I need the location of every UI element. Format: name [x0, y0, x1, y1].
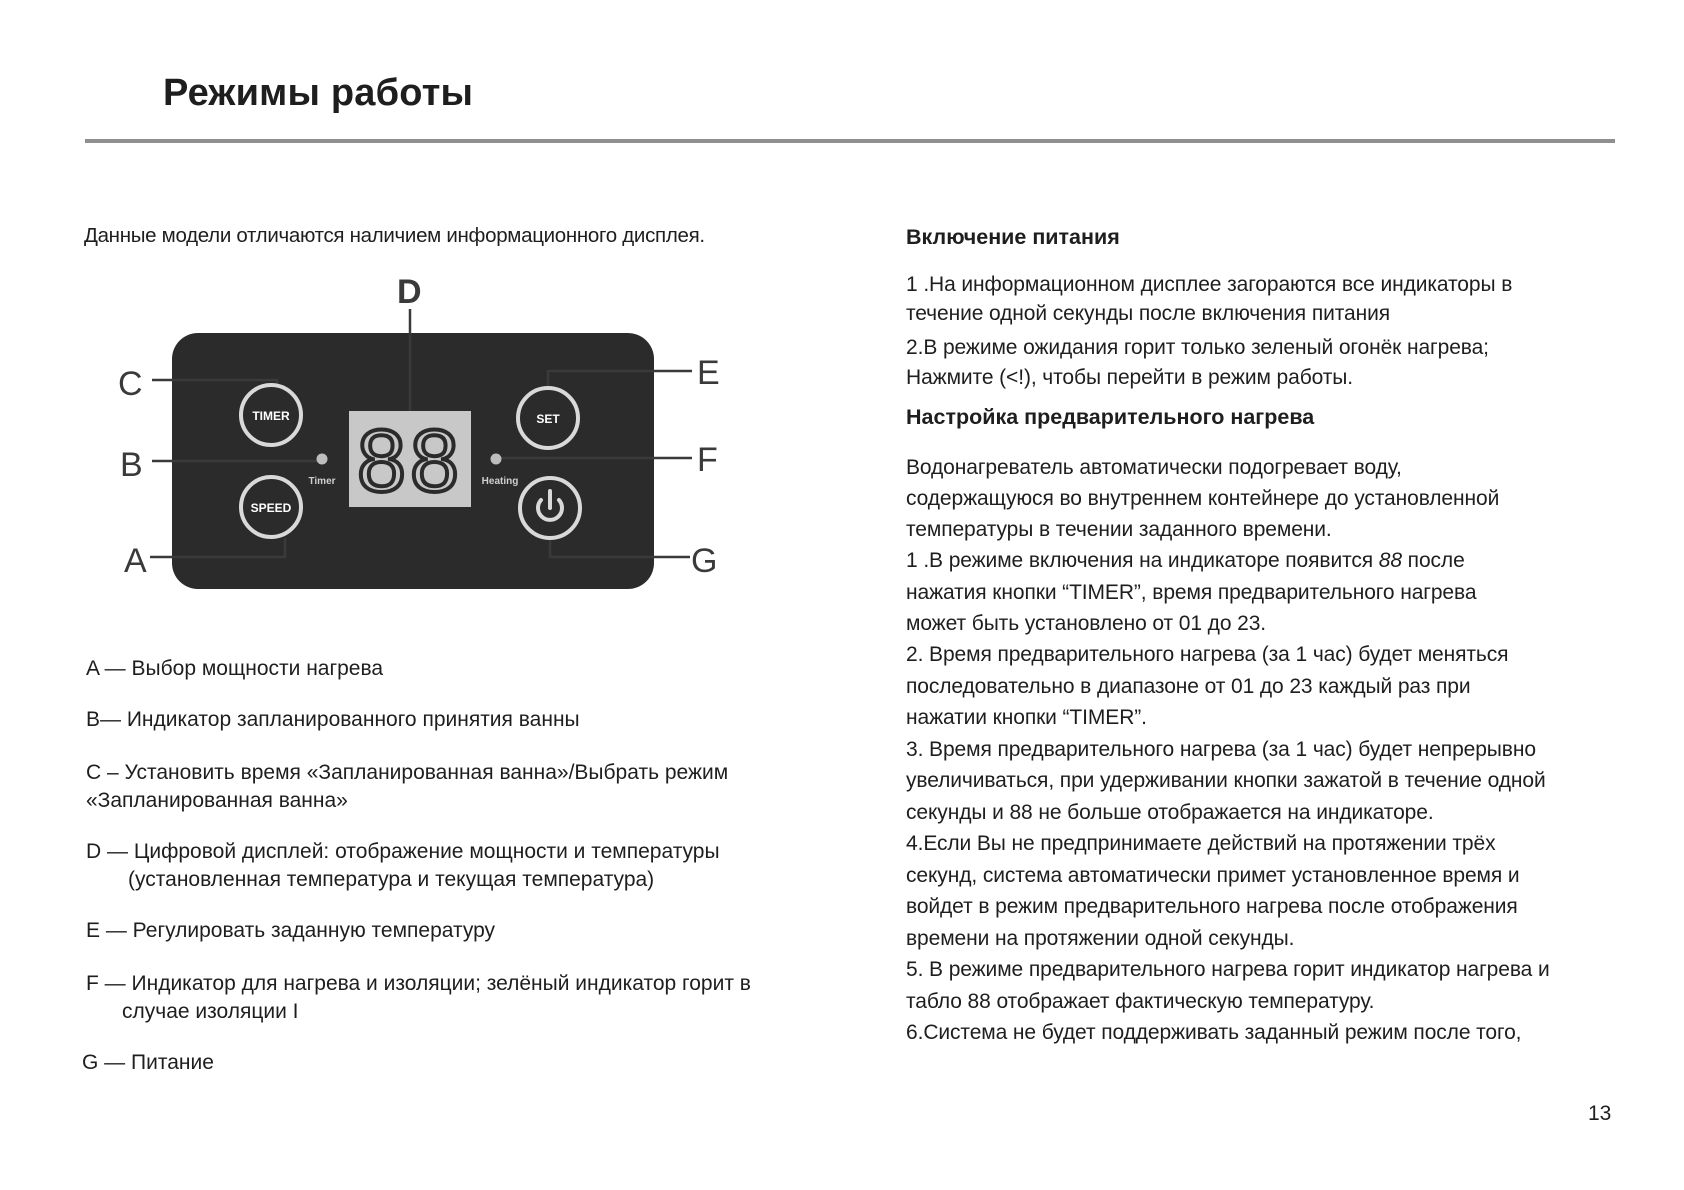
intro-text: Данные модели отличаются наличием информационного дисплея. — [84, 224, 705, 247]
heating-indicator-label: Heating — [481, 476, 519, 487]
legend-item-c: C – Установить время «Запланированная ванна»/Выбрать режим «Запланированная ванна» — [86, 761, 729, 812]
preheat-line: увеличиваться, при удерживании кнопки зажатой в течение одной — [906, 769, 1546, 792]
callout-g: G — [691, 542, 718, 580]
callout-f: F — [697, 441, 718, 479]
preheat-heading: Настройка предварительного нагрева — [906, 405, 1315, 429]
preheat-line: содержащуюся во внутреннем контейнере до установленной — [906, 487, 1500, 510]
preheat-line: секунд, система автоматически примет установленное время и — [906, 864, 1520, 887]
timer-button[interactable] — [241, 385, 301, 445]
preheat-line: 3. Время предварительного нагрева (за 1 час) будет непрерывно — [906, 738, 1536, 761]
control-panel-diagram — [0, 0, 760, 600]
callout-d: D — [397, 273, 422, 311]
legend-item-e: E — Регулировать заданную температуру — [86, 919, 496, 942]
power-on-line: Нажмите (<!), чтобы перейти в режим работы. — [906, 366, 1354, 389]
power-on-line: течение одной секунды после включения питания — [906, 302, 1390, 325]
preheat-line: войдет в режим предварительного нагрева после отображения — [906, 895, 1518, 918]
preheat-line: 5. В режиме предварительного нагрева горит индикатор нагрева и — [906, 958, 1550, 981]
power-on-heading: Включение питания — [906, 225, 1120, 249]
legend-item-d: D — Цифровой дисплей: отображение мощности и температуры (установленная температура и текущая температура) — [86, 840, 720, 891]
preheat-line: последовательно в диапазоне от 01 до 23 каждый раз при — [906, 675, 1471, 698]
power-on-line: 1 .На информационном дисплее загораются все индикаторы в — [906, 273, 1513, 296]
timer-button-label: TIMER — [252, 409, 290, 423]
callout-e: E — [697, 354, 720, 392]
preheat-line: нажатии кнопки “TIMER”. — [906, 706, 1147, 729]
set-button[interactable] — [518, 388, 578, 448]
preheat-line: Водонагреватель автоматически подогревает воду, — [906, 456, 1402, 479]
preheat-line: времени на протяжении одной секунды. — [906, 927, 1295, 950]
legend-item-g: G — Питание — [82, 1051, 214, 1074]
legend-item-a: A — Выбор мощности нагрева — [86, 657, 384, 680]
speed-button[interactable] — [241, 477, 301, 537]
legend-item-b: B— Индикатор запланированного принятия ванны — [86, 708, 580, 731]
page-number: 13 — [1588, 1102, 1612, 1125]
callout-c: C — [118, 365, 143, 403]
preheat-line: 2. Время предварительного нагрева (за 1 час) будет меняться — [906, 643, 1509, 666]
preheat-line: температуры в течении заданного времени. — [906, 518, 1332, 541]
set-button-label: SET — [536, 412, 560, 426]
callout-b: B — [120, 446, 143, 484]
preheat-line: секунды и 88 не больше отображается на индикаторе. — [906, 801, 1434, 824]
speed-button-label: SPEED — [250, 501, 292, 515]
power-on-line: 2.В режиме ожидания горит только зеленый огонёк нагрева; — [906, 336, 1489, 359]
preheat-line: 6.Система не будет поддерживать заданный режим после того, — [906, 1021, 1522, 1044]
power-button[interactable] — [520, 478, 580, 538]
legend-item-f: F — Индикатор для нагрева и изоляции; зелёный индикатор горит в случае изоляции I — [86, 972, 751, 1023]
preheat-line: табло 88 отображает фактическую температуру. — [906, 990, 1375, 1013]
page-title: Режимы работы — [163, 72, 474, 114]
timer-indicator-dot — [317, 454, 328, 465]
preheat-step1-line: 1 .В режиме включения на индикаторе появится 88 после — [906, 549, 1465, 572]
callout-a: A — [124, 542, 147, 580]
preheat-line: нажатия кнопки “TIMER”, время предварительного нагрева — [906, 581, 1477, 604]
heating-indicator-dot — [491, 454, 502, 465]
timer-indicator-label: Timer — [308, 476, 336, 487]
preheat-line: может быть установлено от 01 до 23. — [906, 612, 1267, 635]
display-digits: 88 — [357, 411, 463, 510]
preheat-line: 4.Если Вы не предпринимаете действий на протяжении трёх — [906, 832, 1496, 855]
